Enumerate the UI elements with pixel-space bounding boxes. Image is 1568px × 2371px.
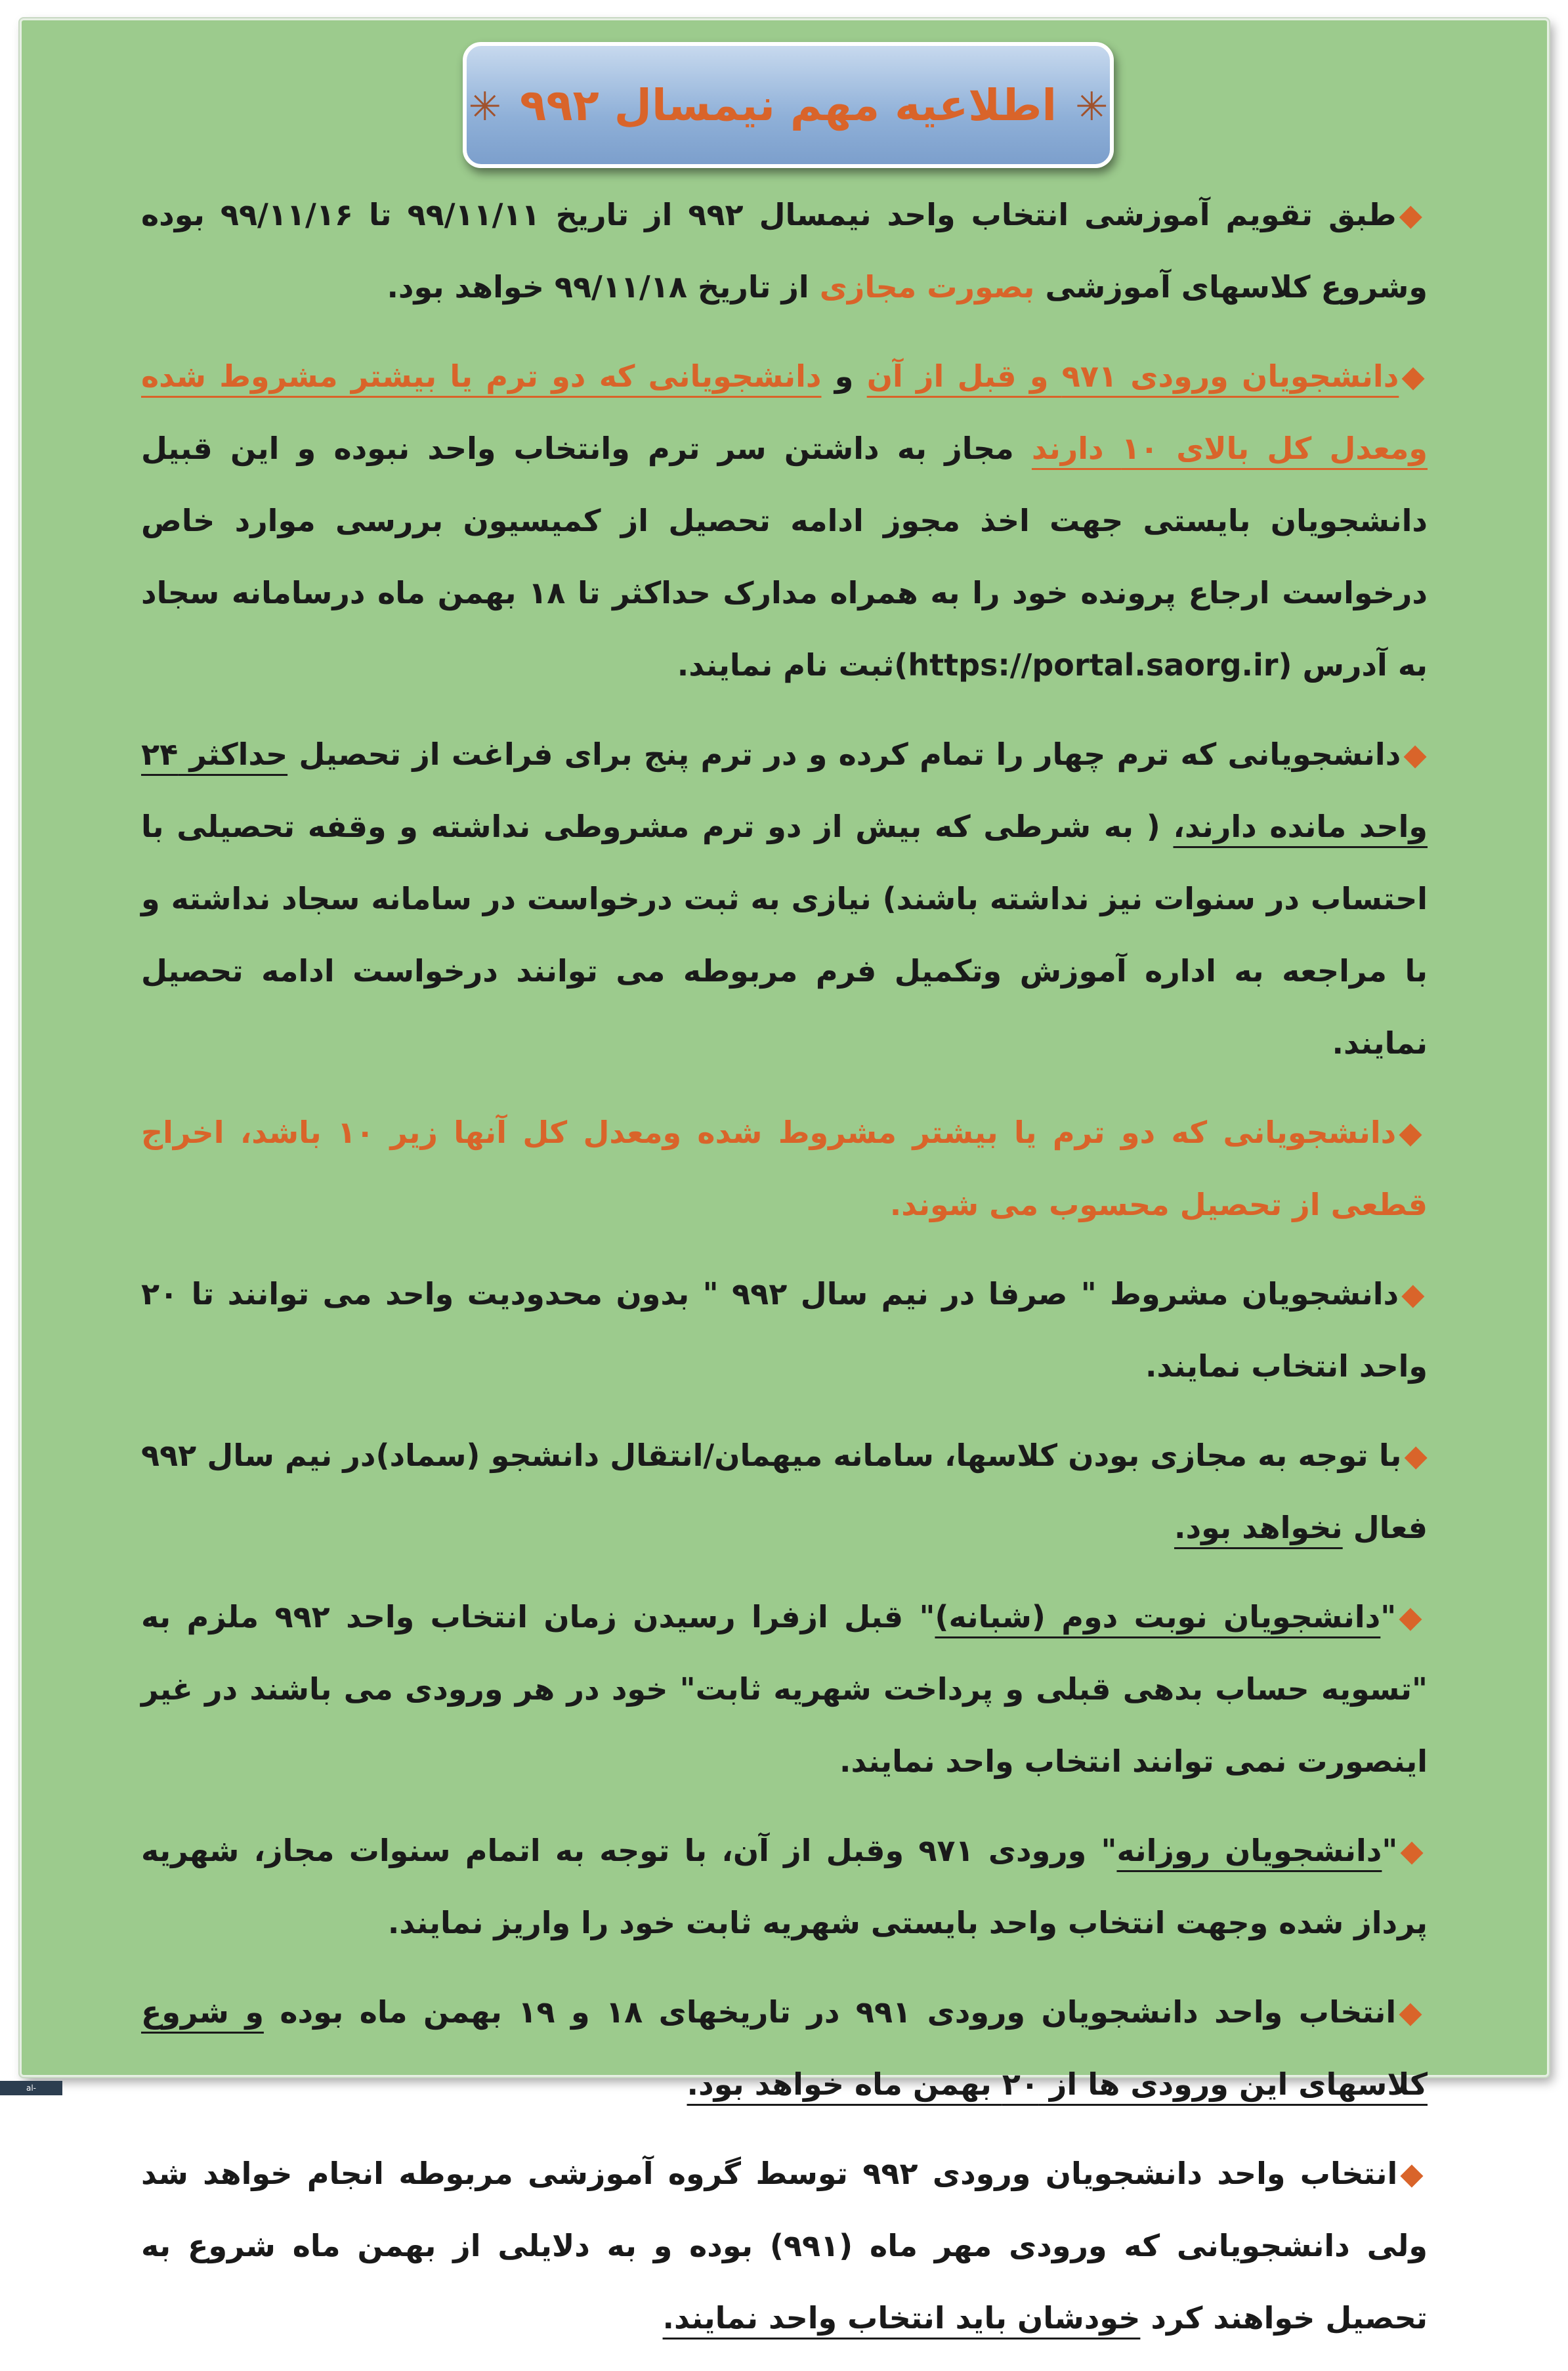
diamond-bullet-icon: ◆ [1401,358,1428,394]
diamond-bullet-icon: ◆ [1399,1115,1428,1150]
announcement-paragraph [141,1581,1428,1797]
paragraph-segment: انتخاب واحد دانشجویان ورودی ۹۹۱ در تاریخهای ۱۸ و ۱۹ بهمن ماه بوده [263,1994,1397,2030]
asterisk-icon: ✳ [1075,83,1109,130]
diamond-bullet-icon: ◆ [1400,2156,1428,2191]
diamond-bullet-icon: ◆ [1399,1599,1428,1634]
paragraph-segment: دانشجویانی که ترم چهار را تمام کرده و در ترم پنج برای فراغت از تحصیل [287,737,1401,772]
paragraph-segment: با توجه به مجازی بودن کلاسها، سامانه میهمان/انتقال دانشجو (سماد)در نیم سال ۹۹۲ فعال [141,1438,1428,1545]
announcement-paragraph [141,179,1428,323]
diamond-bullet-icon: ◆ [1400,1833,1428,1868]
paragraph-segment: دانشجویانی که دو ترم یا بیشتر مشروط شده ومعدل کل آنها زیر ۱۰ باشد، اخراج قطعی از تحصیل محسوب می شوند. [141,1115,1428,1222]
paragraph-segment: و [821,358,867,394]
paragraph-segment: حداکثر ۲۴ واحد مانده دارند، [141,737,1428,844]
diamond-bullet-icon: ◆ [1399,1994,1428,2030]
paragraph-segment: از تاریخ ۹۹/۱۱/۱۸ خواهد بود. [387,269,820,305]
paragraph-segment: " ورودی ۹۷۱ وقبل از آن، با توجه به اتمام سنوات مجاز، شهریه پرداز شده وجهت انتخاب واحد بایستی شهریه ثابت خود را واریز نمایند. [141,1833,1428,1940]
paragraph-segment: دانشجویان نوبت دوم (شبانه) [935,1599,1381,1634]
paragraph-segment: مجاز به داشتن سر ترم وانتخاب واحد نبوده و این قبیل دانشجویان بایستی جهت اخذ مجوز ادامه تحصیل از کمیسیون بررسی موارد خاص درخواست ارجاع پرونده خود را به همراه مدارک حداکثر تا ۱۸ بهمن ماه درسامانه سجاد به آدرس (https://portal.saorg.ir)ثبت نام نمایند. [141,431,1428,683]
diamond-bullet-icon: ◆ [1403,737,1428,772]
paragraph-segment: دانشجویانی که دو ترم یا بیشتر مشروط شده ومعدل کل بالای ۱۰ دارند [141,358,1428,466]
diamond-bullet-icon: ◆ [1404,1438,1428,1473]
paragraph-segment: " [1380,1599,1397,1634]
announcement-paragraph [141,1258,1428,1402]
paragraph-segment: " قبل ازفرا رسیدن زمان انتخاب واحد ۹۹۲ ملزم به "تسویه حساب بدهی قبلی و پرداخت شهریه ثابت" خود در هر ورودی می باشند در غیر اینصورت نمی توانند انتخاب واحد نمایند. [141,1599,1428,1779]
paragraph-segment: طبق تقویم آموزشی انتخاب واحد نیمسال ۹۹۲ از تاریخ ۹۹/۱۱/۱۱ تا ۹۹/۱۱/۱۶ بوده وشروع کلاسهای آموزشی [141,197,1428,305]
paragraph-segment: انتخاب واحد دانشجویان ورودی ۹۹۲ توسط گروه آموزشی مربوطه انجام خواهد شد ولی دانشجویانی که ورودی مهر ماه (۹۹۱) بوده و به دلایلی از بهمن ماه شروع به تحصیل خواهند کرد [141,2156,1428,2336]
title-banner [463,42,1114,168]
title-label: اطلاعیه مهم نیمسال ۹۹۲ [519,79,1057,131]
announcement-paragraph [141,1419,1428,1564]
paragraph-segment: دانشجویان ورودی ۹۷۱ و قبل از آن [866,358,1399,394]
announcement-paragraph [141,718,1428,1079]
announcement-paragraph [141,1976,1428,2120]
announcement-body [141,179,1428,2371]
asterisk-icon: ✳ [468,83,501,130]
paragraph-segment: " [1382,1833,1398,1868]
paragraph-segment: دانشجویان مشروط " صرفا در نیم سال ۹۹۲ " بدون محدودیت واحد می توانند تا ۲۰ واحد انتخاب نمایند. [141,1276,1428,1384]
announcement-paragraph [141,1814,1428,1959]
diamond-bullet-icon: ◆ [1399,197,1428,232]
diamond-bullet-icon: ◆ [1401,1276,1428,1312]
paragraph-segment: نخواهد بود. [1174,1510,1343,1545]
paragraph-segment: خودشان باید انتخاب واحد نمایند. [662,2300,1141,2336]
paragraph-segment: ( به شرطی که بیش از دو ترم مشروطی نداشته و وقفه تحصیلی با احتساب در سنوات نیز نداشته باشند) نیازی به ثبت درخواست در سامانه سجاد نداشته و با مراجعه به اداره آموزش وتکمیل فرم مربوطه می توانند درخواست ادامه تحصیل نمایند. [141,809,1428,1061]
watermark: al-tabriz.iau.ac.ir [0,2081,62,2095]
page-title [450,80,1127,131]
announcement-paragraph [141,1096,1428,1241]
paragraph-segment: و شروع کلاسهای این ورودی ها از ۲۰ بهمن ماه خواهد بود. [141,1994,1428,2102]
paragraph-segment: دانشجویان روزانه [1116,1833,1382,1868]
announcement-paragraph [141,340,1428,701]
paragraph-segment: بصورت مجازی [819,269,1035,305]
announcement-paragraph [141,2137,1428,2354]
